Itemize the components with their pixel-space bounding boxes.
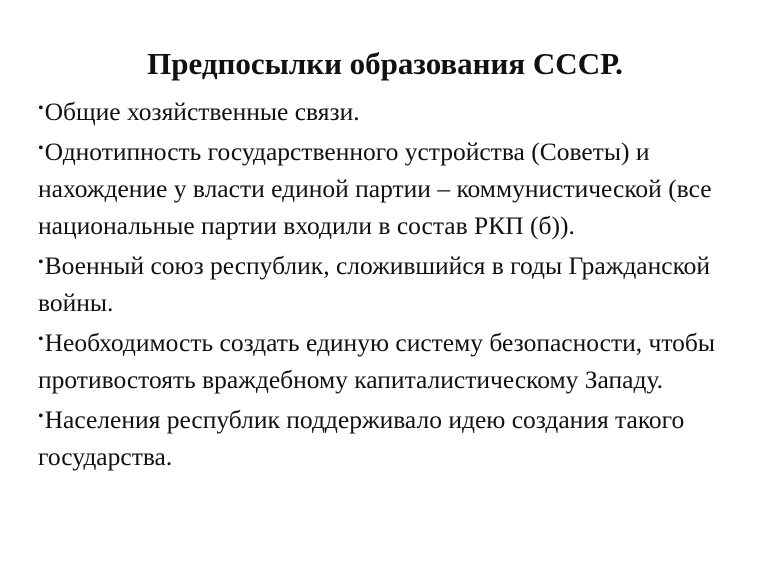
bullet-item — [38, 130, 753, 244]
bullet-icon: • — [38, 100, 44, 117]
bullet-icon: • — [38, 254, 44, 271]
bullet-text: Необходимость создать единую систему безопасности, чтобы противостоять враждебному капиталистическому Западу. — [38, 328, 715, 394]
bullet-text: Общие хозяйственные связи. — [44, 97, 360, 126]
bullet-icon: • — [38, 140, 44, 157]
slide-title: Предпосылки образования СССР. — [147, 46, 623, 81]
bullet-item — [38, 244, 753, 321]
bullet-list — [38, 90, 753, 475]
bullet-icon: • — [38, 331, 44, 348]
bullet-item — [38, 398, 753, 475]
bullet-text: Военный союз республик, сложившийся в годы Гражданской войны. — [38, 251, 711, 317]
bullet-item — [38, 321, 753, 398]
bullet-text: Однотипность государственного устройства (Советы) и нахождение у власти единой партии – коммунистической (все национальные партии входили в состав РКП (б)). — [38, 137, 712, 240]
bullet-icon: • — [38, 408, 44, 425]
bullet-item — [38, 90, 753, 130]
bullet-text: Населения республик поддерживало идею создания такого государства. — [38, 405, 685, 471]
